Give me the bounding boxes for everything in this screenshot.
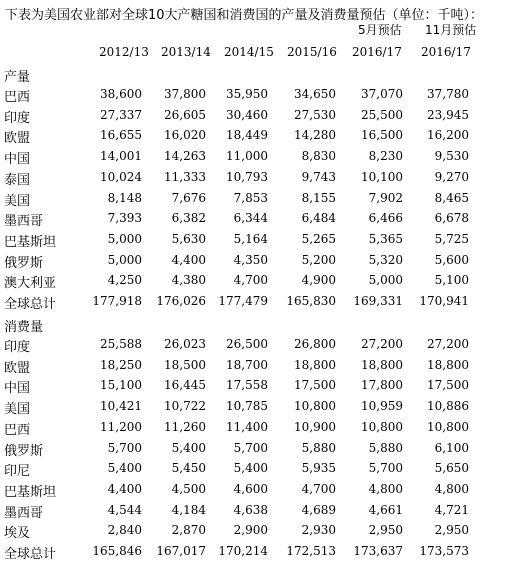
value-cell: 14,263 (164, 149, 206, 164)
page-title: 下表为美国农业部对全球10大产糖国和消费国的产量及消费量预估（单位：千吨）： (5, 8, 484, 23)
table-row (0, 377, 527, 396)
table-row (0, 522, 527, 541)
value-cell: 5,600 (434, 252, 469, 267)
value-cell: 4,350 (233, 252, 268, 267)
value-cell: 5,630 (171, 231, 206, 246)
value-cell: 38,600 (100, 87, 142, 101)
value-cell: 15,100 (100, 378, 142, 393)
value-cell: 10,900 (294, 419, 336, 434)
table-row (0, 357, 527, 376)
table-row (0, 419, 527, 438)
value-cell: 8,148 (107, 190, 142, 205)
value-cell: 7,676 (171, 190, 206, 205)
value-cell: 17,500 (294, 378, 336, 393)
value-cell: 14,280 (294, 128, 336, 143)
column-header-2015-16: 2015/16 (287, 45, 337, 59)
value-cell: 170,941 (419, 294, 469, 308)
may-estimate-label: 5月预估 (358, 23, 402, 37)
country-label: 墨西哥 (4, 214, 44, 230)
value-cell: 10,886 (427, 399, 469, 414)
value-cell: 5,000 (107, 231, 142, 246)
value-cell: 37,070 (361, 87, 403, 101)
value-cell: 11,200 (100, 419, 142, 434)
value-cell: 2,950 (368, 523, 403, 538)
value-cell: 10,722 (164, 399, 206, 414)
value-cell: 2,930 (301, 523, 336, 538)
value-cell: 4,689 (301, 502, 336, 517)
value-cell: 11,260 (164, 419, 206, 434)
value-cell: 4,638 (233, 502, 268, 517)
table-row (0, 252, 527, 271)
production-section-heading: 产量 (4, 70, 31, 85)
value-cell: 18,800 (361, 357, 403, 372)
value-cell: 34,650 (294, 87, 336, 101)
value-cell: 27,200 (361, 337, 403, 351)
value-cell: 6,344 (233, 211, 268, 226)
country-label: 中国 (4, 152, 31, 168)
value-cell: 14,001 (100, 149, 142, 164)
value-cell: 10,800 (294, 399, 336, 414)
value-cell: 9,743 (301, 169, 336, 184)
value-cell: 30,460 (226, 107, 268, 122)
value-cell: 4,700 (233, 273, 268, 288)
table-row (0, 107, 527, 126)
value-cell: 5,700 (107, 440, 142, 455)
value-cell: 35,950 (226, 87, 268, 101)
value-cell: 18,800 (427, 357, 469, 372)
value-cell: 2,900 (233, 523, 268, 538)
country-label: 全球总计 (4, 297, 57, 312)
value-cell: 10,800 (427, 419, 469, 434)
table-row (0, 148, 527, 167)
country-label: 中国 (4, 381, 31, 397)
value-cell: 4,500 (171, 481, 206, 496)
value-cell: 11,333 (164, 169, 206, 184)
table-row (0, 210, 527, 229)
value-cell: 11,400 (226, 419, 268, 434)
value-cell: 18,500 (164, 357, 206, 372)
value-cell: 4,400 (107, 481, 142, 496)
column-header-2012-13: 2012/13 (99, 45, 149, 59)
value-cell: 4,800 (368, 481, 403, 496)
value-cell: 11,000 (226, 149, 268, 164)
value-cell: 18,250 (100, 357, 142, 372)
table-row (0, 440, 527, 459)
value-cell: 5,100 (434, 273, 469, 288)
value-cell: 4,600 (233, 481, 268, 496)
table-row (0, 293, 527, 312)
value-cell: 16,020 (164, 128, 206, 143)
value-cell: 10,800 (361, 419, 403, 434)
value-cell: 5,880 (368, 440, 403, 455)
value-cell: 16,500 (361, 128, 403, 143)
value-cell: 4,380 (171, 273, 206, 288)
value-cell: 5,400 (171, 440, 206, 455)
country-label: 巴西 (4, 90, 31, 105)
value-cell: 10,959 (361, 399, 403, 414)
value-cell: 172,513 (286, 544, 336, 558)
column-header-2014-15: 2014/15 (224, 45, 274, 59)
value-cell: 5,265 (301, 231, 336, 246)
value-cell: 4,661 (368, 502, 403, 517)
table-row (0, 190, 527, 209)
country-label: 欧盟 (4, 360, 31, 376)
value-cell: 27,337 (100, 107, 142, 122)
country-label: 俄罗斯 (4, 443, 44, 459)
country-label: 巴基斯坦 (4, 234, 57, 250)
table-row (0, 336, 527, 355)
value-cell: 167,017 (156, 544, 206, 558)
value-cell: 16,200 (427, 128, 469, 143)
value-cell: 10,793 (226, 169, 268, 184)
value-cell: 4,800 (434, 481, 469, 496)
column-header-2016-17-may: 2016/17 (352, 45, 402, 59)
value-cell: 18,449 (226, 128, 268, 143)
value-cell: 5,164 (233, 231, 268, 246)
country-label: 泰国 (4, 172, 31, 188)
value-cell: 5,320 (368, 252, 403, 267)
value-cell: 26,800 (294, 337, 336, 351)
country-label: 全球总计 (4, 547, 57, 562)
value-cell: 165,830 (286, 294, 336, 308)
value-cell: 7,393 (107, 211, 142, 226)
value-cell: 10,024 (100, 169, 142, 184)
value-cell: 177,918 (92, 294, 142, 308)
value-cell: 8,230 (368, 149, 403, 164)
value-cell: 25,500 (361, 107, 403, 122)
value-cell: 16,445 (164, 378, 206, 393)
table-row (0, 543, 527, 562)
value-cell: 176,026 (156, 294, 206, 308)
value-cell: 10,100 (361, 169, 403, 184)
country-label: 美国 (4, 402, 31, 418)
value-cell: 4,544 (107, 502, 142, 517)
value-cell: 5,450 (171, 461, 206, 476)
value-cell: 10,785 (226, 399, 268, 414)
value-cell: 4,900 (301, 273, 336, 288)
table-row (0, 231, 527, 250)
country-label: 欧盟 (4, 131, 31, 147)
value-cell: 5,400 (233, 461, 268, 476)
value-cell: 4,700 (301, 481, 336, 496)
value-cell: 6,484 (301, 211, 336, 226)
country-label: 印度 (4, 110, 31, 126)
value-cell: 5,200 (301, 252, 336, 267)
table-row (0, 86, 527, 105)
table-row (0, 272, 527, 291)
value-cell: 173,573 (419, 544, 469, 558)
country-label: 俄罗斯 (4, 255, 44, 271)
value-cell: 26,023 (164, 337, 206, 351)
table-row (0, 502, 527, 521)
value-cell: 7,853 (233, 190, 268, 205)
country-label: 巴西 (4, 422, 31, 438)
value-cell: 5,700 (368, 461, 403, 476)
value-cell: 8,830 (301, 149, 336, 164)
value-cell: 173,637 (353, 544, 403, 558)
value-cell: 4,184 (171, 502, 206, 517)
value-cell: 8,155 (301, 190, 336, 205)
value-cell: 23,945 (427, 107, 469, 122)
value-cell: 16,655 (100, 128, 142, 143)
value-cell: 37,800 (164, 87, 206, 101)
country-label: 巴基斯坦 (4, 484, 57, 500)
country-label: 美国 (4, 193, 31, 209)
value-cell: 6,100 (434, 440, 469, 455)
value-cell: 5,725 (434, 231, 469, 246)
value-cell: 17,500 (427, 378, 469, 393)
value-cell: 2,840 (107, 523, 142, 538)
table-row (0, 398, 527, 417)
november-estimate-label: 11月预估 (425, 23, 477, 37)
value-cell: 27,200 (427, 337, 469, 351)
value-cell: 165,846 (92, 544, 142, 558)
country-label: 澳大利亚 (4, 276, 57, 292)
value-cell: 9,530 (434, 149, 469, 164)
value-cell: 9,270 (434, 169, 469, 184)
value-cell: 6,466 (368, 211, 403, 226)
column-header-2013-14: 2013/14 (161, 45, 211, 59)
value-cell: 7,902 (368, 190, 403, 205)
country-label: 印尼 (4, 464, 31, 480)
value-cell: 4,721 (434, 502, 469, 517)
column-header-2016-17-nov: 2016/17 (421, 45, 471, 59)
value-cell: 26,500 (226, 337, 268, 351)
value-cell: 26,605 (164, 107, 206, 122)
value-cell: 5,650 (434, 461, 469, 476)
value-cell: 10,421 (100, 399, 142, 414)
value-cell: 37,780 (427, 87, 469, 101)
value-cell: 5,000 (107, 252, 142, 267)
value-cell: 18,800 (294, 357, 336, 372)
table-row (0, 169, 527, 188)
value-cell: 18,700 (226, 357, 268, 372)
table-row (0, 481, 527, 500)
country-label: 印度 (4, 340, 31, 355)
value-cell: 6,382 (171, 211, 206, 226)
value-cell: 8,465 (434, 190, 469, 205)
table-row (0, 460, 527, 479)
value-cell: 2,870 (171, 523, 206, 538)
value-cell: 27,530 (294, 107, 336, 122)
value-cell: 25,588 (100, 337, 142, 351)
value-cell: 5,935 (301, 461, 336, 476)
value-cell: 5,880 (301, 440, 336, 455)
value-cell: 4,250 (107, 273, 142, 288)
value-cell: 177,479 (218, 294, 268, 308)
country-label: 墨西哥 (4, 505, 44, 521)
value-cell: 170,214 (218, 544, 268, 558)
consumption-section-heading: 消费量 (4, 320, 44, 335)
value-cell: 2,950 (434, 523, 469, 538)
value-cell: 5,365 (368, 231, 403, 246)
value-cell: 17,800 (361, 378, 403, 393)
value-cell: 5,000 (368, 273, 403, 288)
value-cell: 4,400 (171, 252, 206, 267)
value-cell: 5,700 (233, 440, 268, 455)
country-label: 埃及 (4, 526, 31, 542)
value-cell: 6,678 (434, 211, 469, 226)
value-cell: 17,558 (226, 378, 268, 393)
value-cell: 5,400 (107, 461, 142, 476)
table-row (0, 127, 527, 146)
value-cell: 169,331 (353, 294, 403, 308)
